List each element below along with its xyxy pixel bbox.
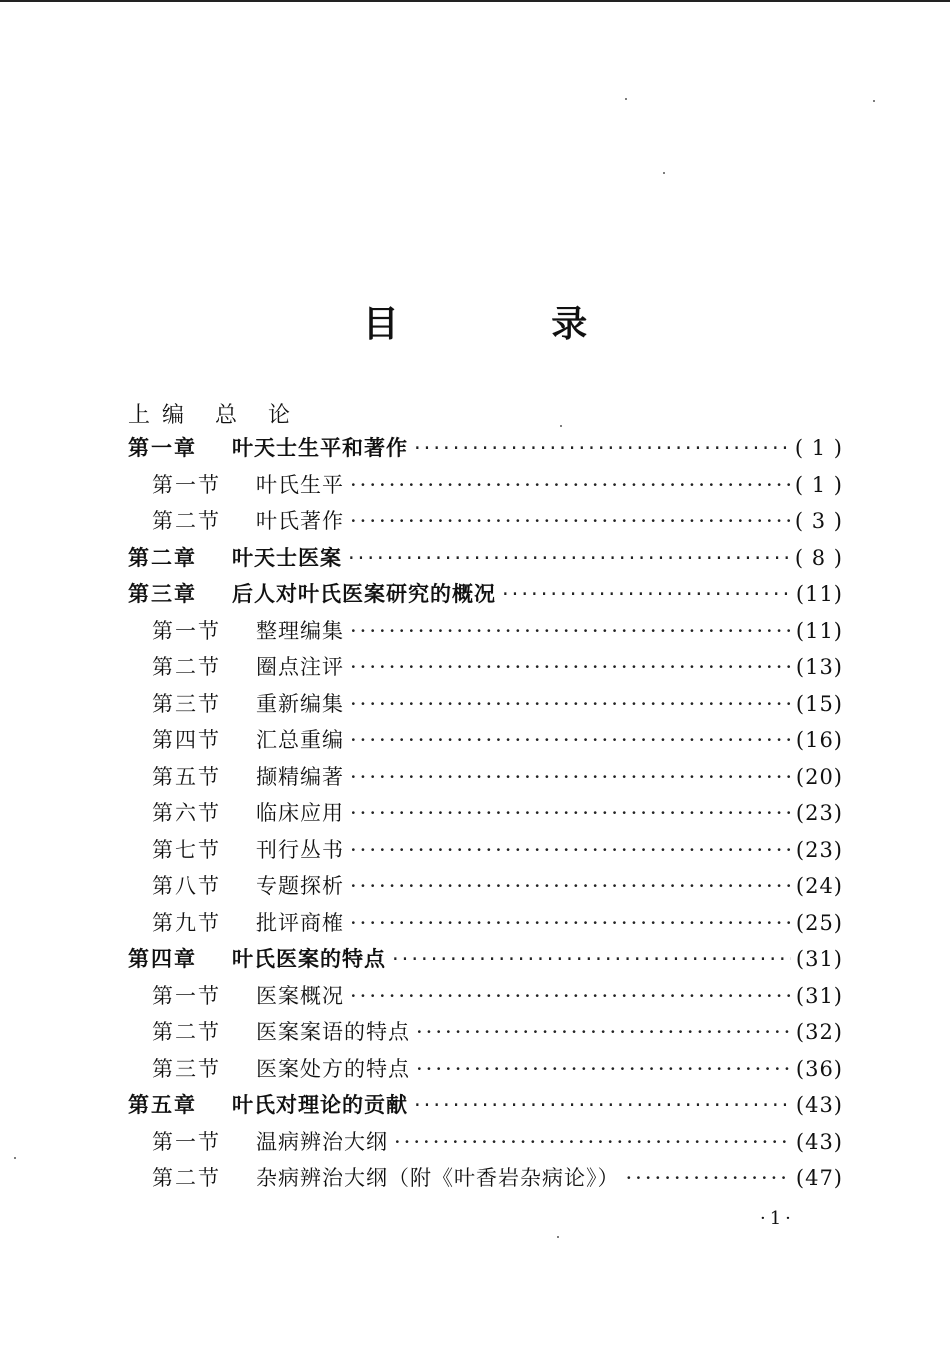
scan-speck (873, 100, 875, 102)
toc-entry-page: (20) (795, 764, 843, 789)
toc-entry-page: (23) (795, 801, 843, 825)
toc-section-entry (128, 651, 843, 688)
toc-chapter-entry (128, 432, 843, 469)
dot-leader (414, 1093, 791, 1117)
dot-leader (350, 619, 791, 643)
toc-section-entry (128, 1053, 843, 1090)
toc-entry-number: 第二节 (152, 1020, 221, 1044)
dot-leader (350, 655, 791, 679)
toc-entry-title: 专题探析 (256, 874, 344, 898)
dot-leader (394, 1130, 791, 1154)
toc-chapter-entry (128, 943, 843, 980)
toc-section-entry (128, 761, 843, 798)
toc-entry-number: 第七节 (152, 837, 221, 862)
toc-section-entry (128, 797, 843, 834)
toc-entry-page: ( 1 ) (794, 436, 843, 460)
toc-entry-title: 临床应用 (256, 801, 344, 825)
toc-entry-page: (43) (795, 1093, 843, 1117)
dot-leader (348, 546, 791, 570)
toc-entry-title: 撷精编著 (256, 764, 344, 789)
toc-entry-title: 杂病辨治大纲（附《叶香岩杂病论》） (256, 1166, 620, 1190)
toc-entry-page: (24) (795, 874, 843, 898)
toc-entry-title: 叶天士医案 (232, 545, 342, 570)
toc-entry-title: 重新编集 (256, 691, 344, 716)
dot-leader (350, 984, 791, 1008)
toc-entry-page: (36) (795, 1056, 843, 1081)
dot-leader (392, 947, 791, 971)
top-border (0, 0, 950, 2)
toc-entry-number: 第三节 (152, 691, 221, 716)
toc-entry-title: 医案处方的特点 (256, 1056, 410, 1081)
toc-section-entry (128, 980, 843, 1017)
toc-entry-number: 第一节 (152, 472, 221, 497)
dot-leader (350, 473, 791, 497)
dot-leader (416, 1057, 791, 1081)
toc-entry-title: 整理编集 (256, 618, 344, 643)
toc-section-entry (128, 1126, 843, 1163)
toc-section-entry (128, 870, 843, 907)
dot-leader (350, 765, 791, 789)
toc-section-entry (128, 834, 843, 871)
toc-section-entry (128, 1016, 843, 1053)
scan-speck (663, 172, 665, 174)
toc-entry-page: (47) (795, 1166, 843, 1190)
toc-entry-page: (16) (795, 728, 843, 752)
toc-entry-title: 汇总重编 (256, 728, 344, 752)
page-title: 目 录 (362, 304, 658, 345)
toc-entry-page: ( 3 ) (794, 509, 843, 533)
page-number: ·1· (760, 1208, 795, 1229)
toc-entry-number: 第六节 (152, 801, 221, 825)
table-of-contents (128, 432, 843, 1199)
toc-entry-page: ( 1 ) (794, 472, 843, 497)
dot-leader (350, 728, 791, 752)
toc-entry-number: 第一节 (152, 983, 221, 1008)
toc-entry-title: 温病辨治大纲 (256, 1129, 388, 1154)
toc-entry-title: 叶氏生平 (256, 472, 344, 497)
toc-entry-title: 医案概况 (256, 983, 344, 1008)
toc-entry-page: (15) (795, 691, 843, 716)
toc-chapter-entry (128, 578, 843, 615)
scan-speck (557, 1236, 559, 1238)
toc-entry-number: 第四节 (152, 728, 221, 752)
toc-entry-number: 第五节 (152, 764, 221, 789)
toc-entry-page: (11) (795, 618, 843, 643)
toc-entry-page: (31) (795, 947, 843, 971)
toc-entry-number: 第八节 (152, 874, 221, 898)
toc-entry-title: 叶氏对理论的贡献 (232, 1093, 408, 1117)
dot-leader (414, 436, 791, 460)
toc-entry-page: (31) (795, 983, 843, 1008)
toc-entry-number: 第一节 (152, 618, 221, 643)
dot-leader (626, 1166, 792, 1190)
toc-section-entry (128, 724, 843, 761)
toc-chapter-entry (128, 1089, 843, 1126)
toc-entry-page: (43) (795, 1129, 843, 1154)
toc-entry-number: 第九节 (152, 910, 221, 935)
toc-entry-number: 第二节 (152, 509, 221, 533)
dot-leader (416, 1020, 791, 1044)
toc-entry-title: 叶天士生平和著作 (232, 436, 408, 460)
scan-speck (14, 1157, 16, 1159)
toc-section-entry (128, 505, 843, 542)
toc-entry-number: 第三章 (128, 582, 197, 606)
part-heading: 上编 总 论 (128, 403, 302, 428)
toc-section-entry (128, 907, 843, 944)
toc-entry-number: 第二章 (128, 545, 197, 570)
toc-entry-number: 第一节 (152, 1129, 221, 1154)
toc-entry-title: 医案案语的特点 (256, 1020, 410, 1044)
toc-entry-page: (23) (795, 837, 843, 862)
toc-entry-number: 第二节 (152, 1166, 221, 1190)
dot-leader (350, 911, 791, 935)
scan-speck (625, 98, 627, 100)
scan-speck (560, 425, 562, 427)
dot-leader (350, 692, 791, 716)
toc-entry-page: (11) (795, 582, 843, 606)
dot-leader (350, 509, 791, 533)
toc-entry-title: 后人对叶氏医案研究的概况 (232, 582, 496, 606)
toc-entry-title: 圈点注评 (256, 655, 344, 679)
toc-section-entry (128, 1162, 843, 1199)
toc-entry-title: 叶氏医案的特点 (232, 947, 386, 971)
dot-leader (350, 838, 791, 862)
toc-entry-title: 批评商榷 (256, 910, 344, 935)
dot-leader (502, 582, 791, 606)
toc-entry-page: (25) (795, 910, 843, 935)
toc-entry-number: 第三节 (152, 1056, 221, 1081)
toc-entry-number: 第四章 (128, 947, 197, 971)
dot-leader (350, 801, 791, 825)
toc-entry-number: 第五章 (128, 1093, 197, 1117)
toc-entry-number: 第二节 (152, 655, 221, 679)
toc-entry-title: 刊行丛书 (256, 837, 344, 862)
dot-leader (350, 874, 791, 898)
toc-chapter-entry (128, 542, 843, 579)
toc-section-entry (128, 688, 843, 725)
toc-entry-title: 叶氏著作 (256, 509, 344, 533)
toc-section-entry (128, 469, 843, 506)
toc-entry-page: (13) (795, 655, 843, 679)
toc-section-entry (128, 615, 843, 652)
toc-entry-page: (32) (795, 1020, 843, 1044)
toc-entry-number: 第一章 (128, 436, 197, 460)
toc-entry-page: ( 8 ) (794, 545, 843, 570)
